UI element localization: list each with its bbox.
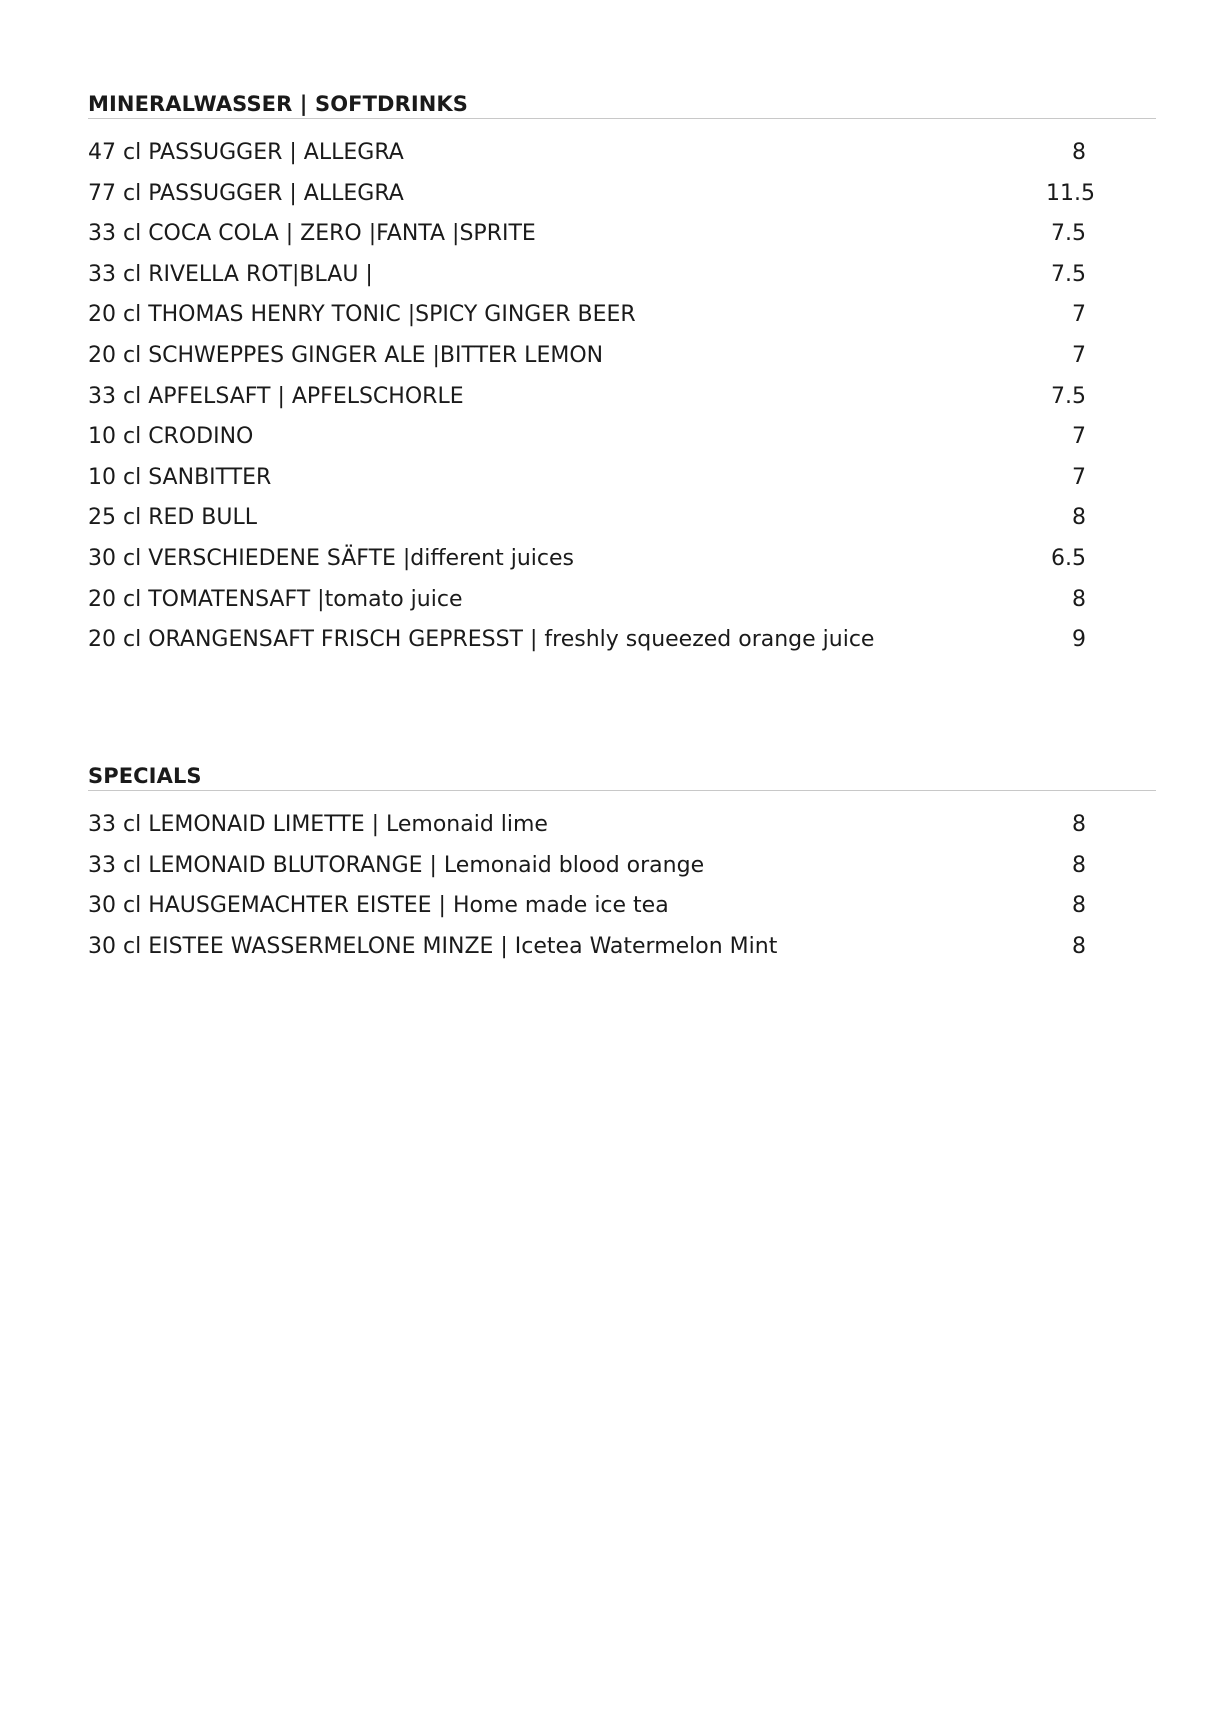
menu-item (88, 214, 1156, 255)
item-price: 7 (1072, 464, 1086, 490)
item-name: 30 cl EISTEE WASSERMELONE MINZE | Icetea Watermelon Mint (88, 933, 778, 959)
item-price: 7 (1072, 424, 1086, 450)
item-price: 7.5 (1051, 261, 1086, 287)
menu-item (88, 336, 1156, 377)
item-name: 33 cl LEMONAID BLUTORANGE | Lemonaid blood orange (88, 852, 705, 878)
item-price: 7.5 (1051, 383, 1086, 409)
item-price: 8 (1072, 933, 1086, 959)
item-name: 25 cl RED BULL (88, 505, 258, 531)
menu-item (88, 255, 1156, 296)
item-name: 33 cl LEMONAID LIMETTE | Lemonaid lime (88, 812, 548, 837)
item-list (88, 133, 1156, 661)
item-name: 30 cl VERSCHIEDENE SÄFTE |different juices (88, 545, 574, 571)
menu-item (88, 886, 1156, 927)
menu-item (88, 377, 1156, 418)
menu-item (88, 133, 1156, 174)
section-specials (88, 762, 1156, 967)
item-list (88, 805, 1156, 967)
item-price: 6.5 (1051, 545, 1086, 571)
item-name: 20 cl THOMAS HENRY TONIC |SPICY GINGER BEER (88, 302, 636, 328)
item-price: 7 (1072, 302, 1086, 328)
item-name: 30 cl HAUSGEMACHTER EISTEE | Home made ice tea (88, 893, 669, 919)
item-price: 7.5 (1051, 221, 1086, 247)
menu-item (88, 805, 1156, 846)
item-price: 8 (1072, 586, 1086, 612)
item-name: 77 cl PASSUGGER | ALLEGRA (88, 180, 404, 206)
item-price: 8 (1072, 140, 1086, 165)
menu-item (88, 927, 1156, 968)
item-price: 8 (1072, 893, 1086, 919)
section-softdrinks (88, 90, 1156, 661)
item-name: 20 cl SCHWEPPES GINGER ALE |BITTER LEMON (88, 342, 604, 368)
item-name: 33 cl RIVELLA ROT|BLAU | (88, 261, 373, 287)
item-price: 9 (1072, 627, 1086, 653)
item-price: 8 (1072, 852, 1086, 878)
menu-item (88, 458, 1156, 499)
menu-item (88, 417, 1156, 458)
item-name: 33 cl COCA COLA | ZERO |FANTA |SPRITE (88, 221, 536, 247)
menu-item (88, 539, 1156, 580)
menu-item (88, 846, 1156, 887)
item-price: 7 (1072, 342, 1086, 368)
item-name: 20 cl ORANGENSAFT FRISCH GEPRESST | freshly squeezed orange juice (88, 627, 875, 653)
item-name: 10 cl SANBITTER (88, 464, 272, 490)
menu-item (88, 580, 1156, 621)
item-name: 10 cl CRODINO (88, 424, 254, 450)
menu-item (88, 620, 1156, 661)
menu-item (88, 174, 1156, 215)
item-name: 33 cl APFELSAFT | APFELSCHORLE (88, 383, 464, 409)
section-heading: MINERALWASSER | SOFTDRINKS (88, 90, 1156, 119)
item-name: 20 cl TOMATENSAFT |tomato juice (88, 586, 463, 612)
item-price: 8 (1072, 812, 1086, 837)
item-price: 8 (1072, 505, 1086, 531)
item-name: 47 cl PASSUGGER | ALLEGRA (88, 140, 404, 165)
section-heading: SPECIALS (88, 762, 1156, 791)
item-price: 11.5 (1046, 180, 1095, 206)
menu-item (88, 295, 1156, 336)
menu-item (88, 498, 1156, 539)
